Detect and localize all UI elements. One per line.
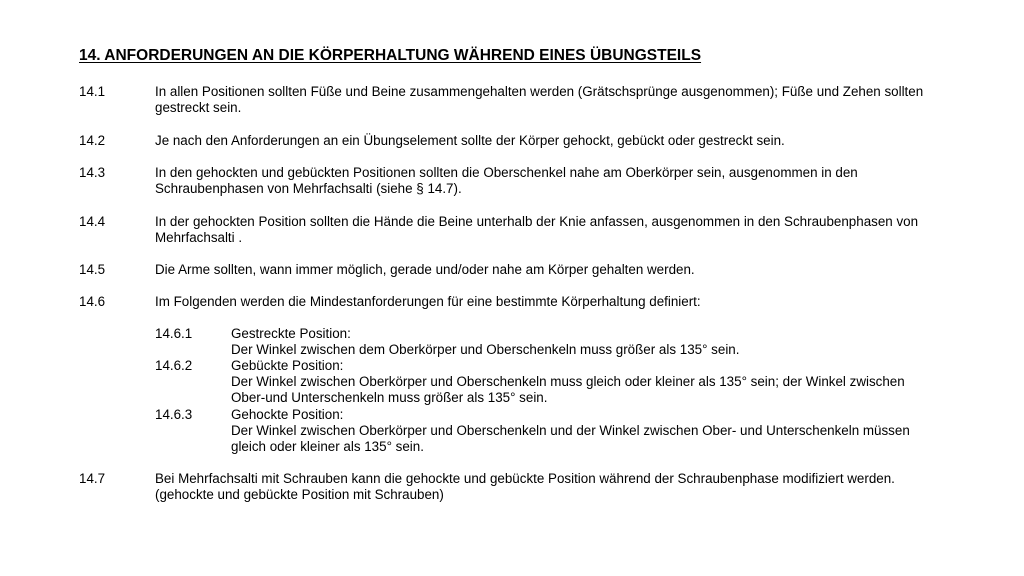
subitem-body — [231, 407, 951, 455]
subitem-number: 14.6.3 — [155, 407, 193, 422]
item-number: 14.3 — [79, 165, 106, 180]
item-text: Bei Mehrfachsalti mit Schrauben kann die gehockte und gebückte Position während der Schraubenphase modifiziert werden. (gehockte und gebückte Position mit Schrauben) — [155, 471, 895, 502]
item-text: Je nach den Anforderungen an ein Übungselement sollte der Körper gehockt, gebückt oder gestreckt sein. — [155, 133, 785, 148]
subitem-text: Der Winkel zwischen dem Oberkörper und Oberschenkeln muss größer als 135° sein. — [231, 342, 740, 357]
subitem-heading: Gestreckte Position: — [231, 326, 351, 341]
item-text: In der gehockten Position sollten die Hände die Beine unterhalb der Knie anfassen, ausgenommen in den Schraubenphasen von Mehrfachsalti . — [155, 214, 919, 245]
item-number: 14.1 — [79, 84, 106, 99]
item-number: 14.7 — [79, 471, 106, 486]
subitem-text: Der Winkel zwischen Oberkörper und Oberschenkeln muss gleich oder kleiner als 135° sein; der Winkel zwischen Ober-und Unterschenkeln muss größer als 135° sein. — [231, 374, 905, 405]
subitem-body — [231, 326, 951, 358]
subitem-heading: Gehockte Position: — [231, 407, 344, 422]
item-text: In allen Positionen sollten Füße und Beine zusammengehalten werden (Grätschsprünge ausgenommen); Füße und Zehen sollten gestreckt sein. — [155, 84, 924, 115]
item-text: Im Folgenden werden die Mindestanforderungen für eine bestimmte Körperhaltung definiert: — [155, 294, 701, 309]
subitem-heading: Gebückte Position: — [231, 358, 344, 373]
item-number: 14.4 — [79, 214, 106, 229]
subitem-number: 14.6.1 — [155, 326, 193, 341]
item-number: 14.5 — [79, 262, 106, 277]
item-text: In den gehockten und gebückten Positionen sollten die Oberschenkel nahe am Oberkörper sein, ausgenommen in den Schraubenphasen von Mehrfachsalti (siehe § 14.7). — [155, 165, 858, 196]
subitem-text: Der Winkel zwischen Oberkörper und Oberschenkeln und der Winkel zwischen Ober- und Unterschenkeln müssen gleich oder kleiner als 135° sein. — [231, 423, 910, 454]
subitem-body — [231, 358, 951, 406]
item-text: Die Arme sollten, wann immer möglich, gerade und/oder nahe am Körper gehalten werden. — [155, 262, 695, 277]
document-title: 14. ANFORDERUNGEN AN DIE KÖRPERHALTUNG WÄHREND EINES ÜBUNGSTEILS — [79, 47, 702, 64]
subitem-number: 14.6.2 — [155, 358, 193, 373]
item-number: 14.6 — [79, 294, 106, 309]
item-number: 14.2 — [79, 133, 106, 148]
